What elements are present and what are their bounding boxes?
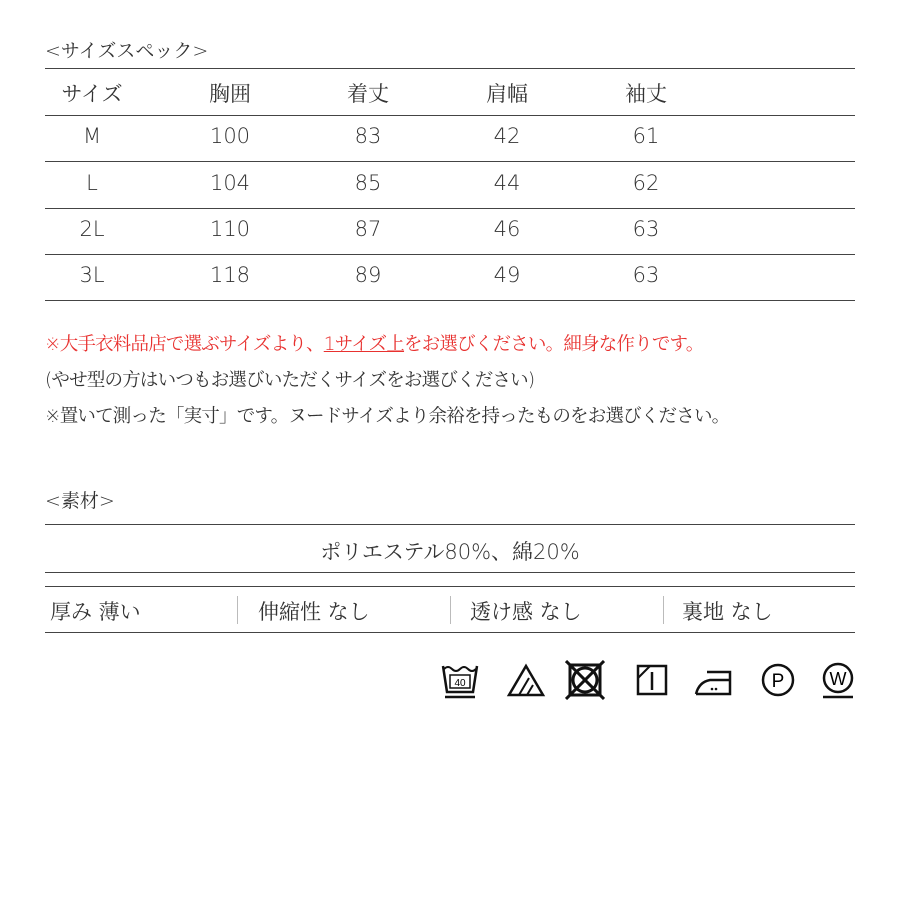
column-header: 着丈: [347, 82, 389, 106]
table-cell: 63: [632, 263, 660, 287]
property-thickness: 厚み 薄い: [50, 600, 141, 624]
column-header: 胸囲: [209, 82, 251, 106]
divider: [45, 68, 855, 69]
size-label: 3L: [79, 263, 105, 287]
no-tumble-dry-icon: [565, 660, 605, 700]
note-text: ※大手衣料品店で選ぶサイズより、: [45, 334, 324, 355]
table-cell: 42: [493, 124, 521, 148]
material-title: <素材>: [45, 490, 115, 512]
divider: [45, 208, 855, 209]
iron-low-icon: [693, 660, 733, 700]
table-cell: 110: [209, 217, 251, 241]
table-cell: 49: [493, 263, 521, 287]
size-label: M: [82, 124, 102, 148]
wet-clean-w-icon: [818, 660, 858, 700]
table-cell: 63: [632, 217, 660, 241]
divider: [45, 161, 855, 162]
table-cell: 118: [209, 263, 251, 287]
dry-clean-p-icon: [758, 660, 798, 700]
note-size-advice: [45, 330, 703, 356]
table-cell: 100: [209, 124, 251, 148]
size-spec-title: <サイズスペック>: [45, 40, 209, 62]
property-lining: 裏地 なし: [682, 600, 773, 624]
property-sheerness: 透け感 なし: [470, 600, 582, 624]
p-label: P: [771, 671, 785, 692]
column-header: サイズ: [61, 82, 123, 106]
table-cell: 62: [632, 171, 660, 195]
divider: [45, 300, 855, 301]
size-label: 2L: [79, 217, 105, 241]
size-label: L: [86, 171, 98, 195]
divider: [663, 596, 664, 624]
divider: [45, 586, 855, 587]
table-cell: 104: [209, 171, 251, 195]
divider: [45, 524, 855, 525]
wash-40-icon: [440, 660, 480, 700]
material-composition: ポリエステル80%、綿20%: [320, 540, 580, 564]
property-stretch: 伸縮性 なし: [258, 600, 370, 624]
column-header: 肩幅: [486, 82, 528, 106]
note-slim-advice: (やせ型の方はいつもお選びいただくサイズをお選びください): [45, 370, 535, 391]
note-text: をお選びください。細身な作りです。: [404, 334, 704, 355]
divider: [45, 632, 855, 633]
divider: [237, 596, 238, 624]
table-cell: 87: [354, 217, 382, 241]
table-cell: 83: [354, 124, 382, 148]
table-cell: 89: [354, 263, 382, 287]
bleach-icon: [506, 660, 546, 700]
wash-temp: 40: [454, 678, 466, 689]
divider: [45, 115, 855, 116]
line-dry-shade-icon: [632, 660, 672, 700]
w-label: W: [829, 669, 847, 689]
table-cell: 85: [354, 171, 382, 195]
column-header: 袖丈: [625, 82, 667, 106]
note-measurement: ※置いて測った「実寸」です。ヌードサイズより余裕を持ったものをお選びください。: [45, 406, 730, 427]
divider: [45, 572, 855, 573]
table-cell: 61: [632, 124, 660, 148]
divider: [45, 254, 855, 255]
table-cell: 46: [493, 217, 521, 241]
note-emphasis: 1サイズ上: [323, 334, 405, 355]
table-cell: 44: [493, 171, 521, 195]
divider: [450, 596, 451, 624]
